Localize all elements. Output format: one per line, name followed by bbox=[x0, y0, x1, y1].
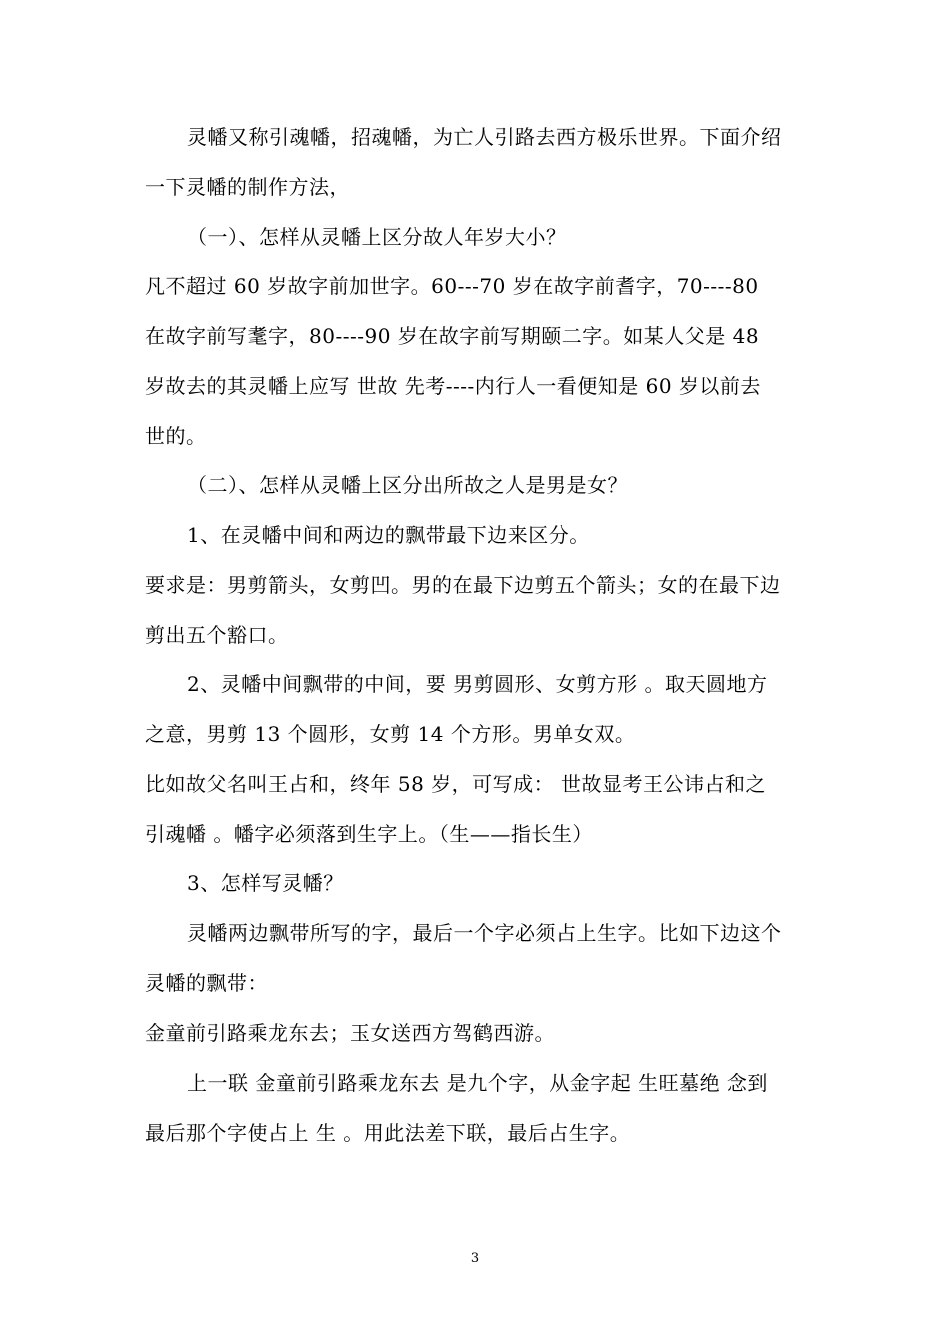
example-line-2: 引魂幡 。幡字必须落到生字上。（生——指长生） bbox=[145, 822, 593, 846]
item-2-line-2: 之意，男剪 13 个圆形，女剪 14 个方形。男单女双。 bbox=[145, 722, 636, 746]
couplet-line: 金童前引路乘龙东去；玉女送西方驾鹤西游。 bbox=[145, 1021, 555, 1045]
paragraph-age-line-2: 在故字前写耄字，80----90 岁在故字前写期颐二字。如某人父是 48 bbox=[145, 324, 760, 348]
paragraph-age-line-4: 世的。 bbox=[145, 424, 207, 448]
item-1-line-2: 剪出五个豁口。 bbox=[145, 623, 289, 647]
explanation-line-2: 最后那个字使占上 生 。用此法差下联，最后占生字。 bbox=[145, 1121, 631, 1145]
item-3-heading: 3、怎样写灵幡？ bbox=[187, 871, 344, 895]
paragraph-intro-line-2: 一下灵幡的制作方法， bbox=[145, 175, 350, 199]
item-1-line-1: 要求是：男剪箭头，女剪凹。男的在最下边剪五个箭头；女的在最下边 bbox=[145, 573, 781, 597]
section-heading-2: （二）、怎样从灵幡上区分出所故之人是男是女？ bbox=[187, 473, 628, 497]
paragraph-age-line-3: 岁故去的其灵幡上应写 世故 先考----内行人一看便知是 60 岁以前去 bbox=[145, 374, 761, 398]
paragraph-age-line-1: 凡不超过 60 岁故字前加世字。60---70 岁在故字前耆字，70----80 bbox=[145, 274, 759, 298]
example-line-1: 比如故父名叫王占和，终年 58 岁，可写成： 世故显考王公讳占和之 bbox=[145, 772, 767, 796]
item-3-line-1: 灵幡两边飘带所写的字，最后一个字必须占上生字。比如下边这个 bbox=[187, 921, 782, 945]
explanation-line-1: 上一联 金童前引路乘龙东去 是九个字，从金字起 生旺墓绝 念到 bbox=[187, 1071, 768, 1095]
item-1-heading: 1、在灵幡中间和两边的飘带最下边来区分。 bbox=[187, 523, 590, 547]
item-2-line-1: 2、灵幡中间飘带的中间，要 男剪圆形、女剪方形 。取天圆地方 bbox=[187, 672, 768, 696]
item-3-line-2: 灵幡的飘带： bbox=[145, 971, 268, 995]
paragraph-intro-line-1: 灵幡又称引魂幡，招魂幡，为亡人引路去西方极乐世界。下面介绍 bbox=[187, 125, 782, 149]
page-number: 3 bbox=[470, 1251, 480, 1266]
section-heading-1: （一）、怎样从灵幡上区分故人年岁大小？ bbox=[187, 225, 567, 249]
